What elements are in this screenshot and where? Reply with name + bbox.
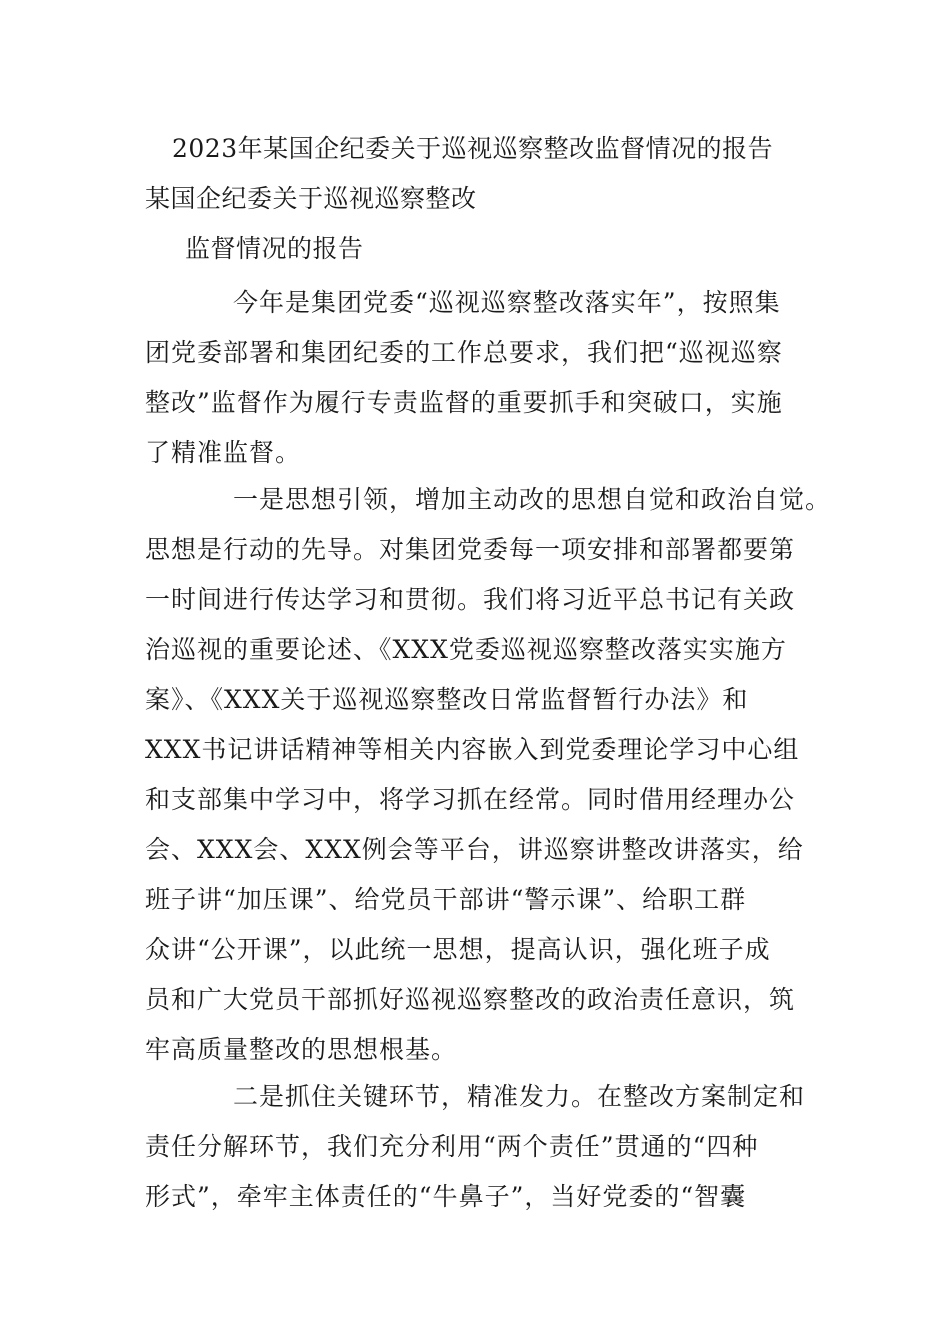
paragraph-section-two bbox=[145, 1072, 805, 1222]
paragraph-section-one bbox=[145, 475, 832, 1075]
paragraph-line: 二是抓住关键环节，精准发力。在整改方案制定和 bbox=[233, 1082, 806, 1111]
paragraph-line: 团党委部署和集团纪委的工作总要求，我们把“巡视巡察 bbox=[145, 338, 783, 367]
paragraph-line: 一是思想引领，增加主动改的思想自觉和政治自觉。 bbox=[233, 485, 832, 514]
paragraph-line: 今年是集团党委“巡视巡察整改落实年”，按照集 bbox=[233, 288, 781, 317]
document-subtitle-line-2: 监督情况的报告 bbox=[185, 234, 364, 263]
paragraph-line: 牢高质量整改的思想根基。 bbox=[145, 1035, 458, 1064]
paragraph-line: 会、XXX会、XXX例会等平台，讲巡察讲整改讲落实，给 bbox=[145, 835, 804, 864]
paragraph-line: 班子讲“加压课”、给党员干部讲“警示课”、给职工群 bbox=[145, 885, 747, 914]
paragraph-line: 形式”，牵牢主体责任的“牛鼻子”，当好党委的“智囊 bbox=[145, 1182, 747, 1211]
paragraph-line: 了精准监督。 bbox=[145, 438, 302, 467]
paragraph-line: 责任分解环节，我们充分利用“两个责任”贯通的“四种 bbox=[145, 1132, 759, 1161]
paragraph-line: 一时间进行传达学习和贯彻。我们将习近平总书记有关政 bbox=[145, 585, 796, 614]
document-subtitle-line-1: 某国企纪委关于巡视巡察整改 bbox=[145, 184, 477, 213]
paragraph-line: 思想是行动的先导。对集团党委每一项安排和部署都要第 bbox=[145, 535, 796, 564]
paragraph-line: 案》、《XXX关于巡视巡察整改日常监督暂行办法》和 bbox=[145, 685, 749, 714]
paragraph-line: 员和广大党员干部抓好巡视巡察整改的政治责任意识，筑 bbox=[145, 985, 796, 1014]
paragraph-line: 和支部集中学习中，将学习抓在经常。同时借用经理办公 bbox=[145, 785, 796, 814]
paragraph-line: 整改”监督作为履行专责监督的重要抓手和突破口，实施 bbox=[145, 388, 783, 417]
paragraph-line: 众讲“公开课”，以此统一思想，提高认识，强化班子成 bbox=[145, 935, 771, 964]
document-title: 2023年某国企纪委关于巡视巡察整改监督情况的报告 bbox=[172, 134, 774, 163]
paragraph-line: XXX书记讲话精神等相关内容嵌入到党委理论学习中心组 bbox=[145, 735, 800, 764]
paragraph-intro bbox=[145, 278, 805, 478]
paragraph-line: 治巡视的重要论述、《XXX党委巡视巡察整改落实实施方 bbox=[145, 635, 787, 664]
